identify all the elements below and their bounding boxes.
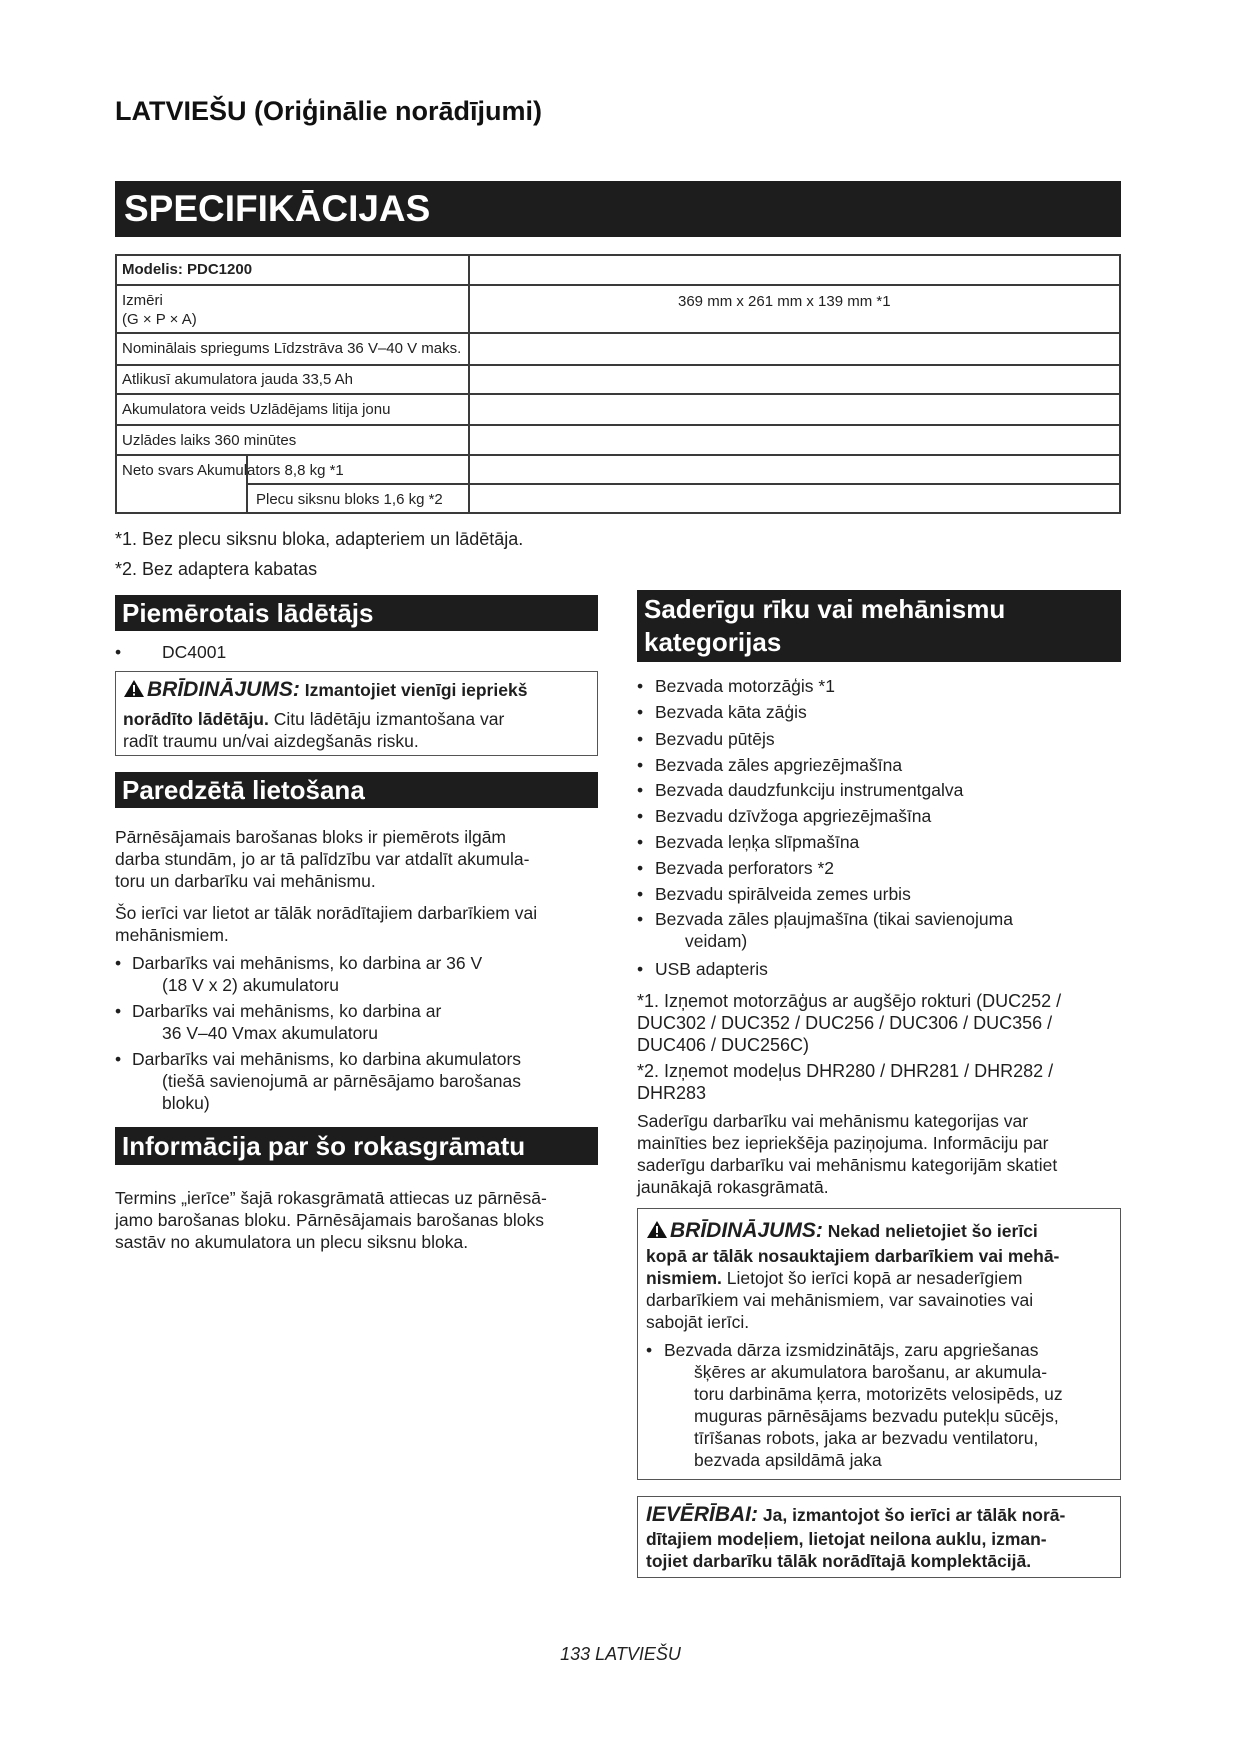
- text-line: Bezvadu dzīvžoga apgriezējmašīna: [655, 806, 932, 826]
- heading-line: Saderīgu rīku vai mehānismu: [644, 594, 1006, 624]
- compatible-warning-title: BRĪDINĀJUMS:: [670, 1219, 823, 1242]
- spec-net-weight: Neto svars Akumulators 8,8 kg *1: [122, 462, 344, 479]
- spec-capacity: Atlikusī akumulatora jauda 33,5 Ah: [122, 371, 353, 388]
- charger-warning-text-1: Citu lādētāju izmantošana var: [273, 709, 505, 729]
- text-line: tīrīšanas robots, jaka ar bezvadu ventilatoru,: [694, 1428, 1039, 1448]
- spec-model: Modelis: PDC1200: [122, 261, 253, 278]
- text-line: šķēres ar akumulatora barošanu, ar akumula-: [694, 1362, 1048, 1382]
- charger-bullet: •: [115, 642, 122, 662]
- charger-warning-box: [115, 671, 598, 756]
- text-line: nismiem.: [646, 1268, 722, 1288]
- text-line: Bezvada zāles pļaujmašīna (tikai savienojuma: [655, 909, 1013, 929]
- text-line: (tiešā savienojumā ar pārnēsājamo barošanas: [162, 1071, 521, 1091]
- text-line: Bezvada perforators *2: [655, 858, 834, 878]
- list-item: • Bezvada zāles apgriezējmašīna: [637, 754, 1121, 776]
- intended-use-item: • Darbarīks vai mehānisms, ko darbina ar 36 V (18 V x 2) akumulatoru: [115, 952, 595, 996]
- text-line: bloku): [162, 1093, 210, 1113]
- text-line: DUC302 / DUC352 / DUC256 / DUC306 / DUC356 /: [637, 1013, 1053, 1033]
- spec-table: [115, 254, 1121, 514]
- warning-list-item: • Bezvada dārza izsmidzinātājs, zaru apgriešanas šķēres ar akumulatora barošanu, ar akumula- toru darbināma ķerra, motorizēts velosipēds, uz muguras pārnēsājams bezvadu putekļu sūcējs, tīrīšanas robots, jaka ar bezvadu ventilatoru, bezvada apsildāmā jaka: [646, 1339, 1116, 1471]
- text-line: Pārnēsājamais barošanas bloks ir piemērots ilgām: [115, 827, 507, 847]
- text-line: Bezvada leņķa slīpmašīna: [655, 832, 860, 852]
- text-line: Bezvada zāles apgriezējmašīna: [655, 755, 903, 775]
- text-line: Darbarīks vai mehānisms, ko darbina ar 36 V: [132, 953, 483, 973]
- page-footer: 133 LATVIEŠU: [560, 1644, 681, 1664]
- text-line: toru darbināma ķerra, motorizēts velosipēds, uz: [694, 1384, 1063, 1404]
- text-line: Darbarīks vai mehānisms, ko darbina akumulators: [132, 1049, 522, 1069]
- text-line: toru un darbarīku vai mehānismu.: [115, 871, 376, 891]
- intended-use-item: • Darbarīks vai mehānisms, ko darbina ar 36 V–40 Vmax akumulatoru: [115, 1000, 595, 1044]
- spec-dimensions-value: 369 mm x 261 mm x 139 mm *1: [678, 293, 891, 310]
- spec-dimensions-sublabel: (G × P × A): [122, 311, 197, 328]
- text-line: Bezvadu pūtējs: [655, 729, 775, 749]
- list-item: • Bezvadu dzīvžoga apgriezējmašīna: [637, 805, 1121, 827]
- text-line: veidam): [685, 931, 748, 951]
- text-line: Ja, izmantojot šo ierīci ar tālāk norā-: [762, 1505, 1066, 1525]
- list-item: • Bezvadu spirālveida zemes urbis: [637, 883, 1121, 905]
- compatible-warning-box: [637, 1208, 1121, 1480]
- text-line: sabojāt ierīci.: [646, 1312, 750, 1332]
- text-line: Šo ierīci var lietot ar tālāk norādītajiem darbarīkiem vai: [115, 903, 538, 923]
- text-line: Bezvada motorzāģis *1: [655, 676, 835, 696]
- text-line: Lietojot šo ierīci kopā ar nesaderīgiem: [726, 1268, 1023, 1288]
- warning-icon: [123, 679, 145, 703]
- warning-icon: [646, 1220, 668, 1244]
- text-line: USB adapteris: [655, 959, 768, 979]
- list-item: • Bezvada motorzāģis *1: [637, 675, 1121, 697]
- text-line: muguras pārnēsājams bezvadu putekļu sūcējs,: [694, 1406, 1059, 1426]
- text-line: jamo barošanas bloku. Pārnēsājamais barošanas bloks: [115, 1210, 544, 1230]
- text-line: Bezvada kāta zāģis: [655, 702, 807, 722]
- text-line: Darbarīks vai mehānisms, ko darbina ar: [132, 1001, 442, 1021]
- text-line: Termins „ierīce” šajā rokasgrāmatā attiecas uz pārnēsā-: [115, 1188, 547, 1208]
- charger-warning-bold-1: Izmantojiet vienīgi iepriekš: [304, 680, 528, 700]
- intended-use-heading: Paredzētā lietošana: [115, 772, 598, 808]
- text-line: darbarīkiem vai mehānismiem, var savainoties vai: [646, 1290, 1034, 1310]
- spec-note-2: *2. Bez adaptera kabatas: [115, 559, 318, 579]
- text-line: sastāv no akumulatora un plecu siksnu bloka.: [115, 1232, 469, 1252]
- manual-info-heading: Informācija par šo rokasgrāmatu: [115, 1127, 598, 1165]
- text-line: *1. Izņemot motorzāģus ar augšējo rokturi (DUC252 /: [637, 991, 1062, 1011]
- intended-use-paragraph-1: [115, 826, 529, 892]
- notice-box: [637, 1496, 1121, 1578]
- spec-dimensions-label: Izmēri: [122, 292, 163, 309]
- compatible-footnote-2: [637, 1060, 1053, 1104]
- specifications-heading: SPECIFIKĀCIJAS: [115, 181, 1121, 237]
- spec-note-1: *1. Bez plecu siksnu bloka, adapteriem un lādētāja.: [115, 529, 524, 549]
- list-item: • Bezvadu pūtējs: [637, 728, 1121, 750]
- text-line: (18 V x 2) akumulatoru: [162, 975, 340, 995]
- spec-charge-time: Uzlādes laiks 360 minūtes: [122, 432, 297, 449]
- list-item: • Bezvada perforators *2: [637, 857, 1121, 879]
- text-line: DUC406 / DUC256C): [637, 1035, 810, 1055]
- spec-voltage: Nominālais spriegums Līdzstrāva 36 V–40 V maks.: [122, 340, 462, 357]
- text-line: Bezvada daudzfunkciju instrumentgalva: [655, 780, 964, 800]
- text-line: 36 V–40 Vmax akumulatoru: [162, 1023, 378, 1043]
- compatible-footnote-1: [637, 990, 1061, 1056]
- text-line: *2. Izņemot modeļus DHR280 / DHR281 / DHR282 /: [637, 1061, 1054, 1081]
- text-line: mainīties bez iepriekšēja paziņojuma. Informāciju par: [637, 1133, 1049, 1153]
- text-line: darba stundām, jo ar tā palīdzību var atdalīt akumula-: [115, 849, 530, 869]
- text-line: bezvada apsildāmā jaka: [694, 1450, 882, 1470]
- notice-title: IEVĒRĪBAI:: [646, 1503, 759, 1526]
- charger-heading: Piemērotais lādētājs: [115, 595, 598, 631]
- text-line: tojiet darbarīku tālāk norādītajā komplektācijā.: [646, 1551, 1032, 1571]
- charger-warning-text-2: radīt traumu un/vai aizdegšanās risku.: [123, 731, 419, 751]
- charger-model: DC4001: [162, 642, 227, 662]
- text-line: saderīgu darbarīku vai mehānismu kategorijām skatiet: [637, 1155, 1058, 1175]
- charger-warning-bold-2: norādīto lādētāju.: [123, 709, 269, 729]
- text-line: kopā ar tālāk nosauktajiem darbarīkiem vai mehā-: [646, 1246, 1060, 1266]
- list-item: • Bezvada kāta zāģis: [637, 701, 1121, 723]
- text-line: Nekad nelietojiet šo ierīci: [827, 1221, 1038, 1241]
- text-line: Saderīgu darbarīku vai mehānismu kategorijas var: [637, 1111, 1029, 1131]
- manual-info-paragraph: [115, 1187, 547, 1253]
- list-item: • Bezvada zāles pļaujmašīna (tikai savienojuma veidam): [637, 908, 1121, 952]
- compatible-change-notice: [637, 1110, 1057, 1198]
- text-line: DHR283: [637, 1083, 707, 1103]
- language-title: LATVIEŠU (Oriģinālie norādījumi): [115, 96, 543, 126]
- text-line: Bezvadu spirālveida zemes urbis: [655, 884, 911, 904]
- text-line: jaunākajā rokasgrāmatā.: [637, 1177, 829, 1197]
- text-line: Bezvada dārza izsmidzinātājs, zaru apgriešanas: [664, 1340, 1039, 1360]
- intended-use-item: • Darbarīks vai mehānisms, ko darbina akumulators (tiešā savienojumā ar pārnēsājamo barošanas bloku): [115, 1048, 595, 1114]
- list-item: • USB adapteris: [637, 958, 1121, 980]
- spec-strap-weight: Plecu siksnu bloks 1,6 kg *2: [256, 491, 443, 508]
- text-line: dītajiem modeļiem, lietojat neilona auklu, izman-: [646, 1529, 1047, 1549]
- list-item: • Bezvada leņķa slīpmašīna: [637, 831, 1121, 853]
- charger-warning-title: BRĪDINĀJUMS:: [147, 678, 300, 701]
- list-item: • Bezvada daudzfunkciju instrumentgalva: [637, 779, 1121, 801]
- heading-line: kategorijas: [644, 627, 782, 657]
- intended-use-paragraph-2: [115, 902, 537, 946]
- spec-battery-type: Akumulatora veids Uzlādējams litija jonu: [122, 401, 391, 418]
- text-line: mehānismiem.: [115, 925, 229, 945]
- compatible-tools-heading: [637, 590, 1121, 662]
